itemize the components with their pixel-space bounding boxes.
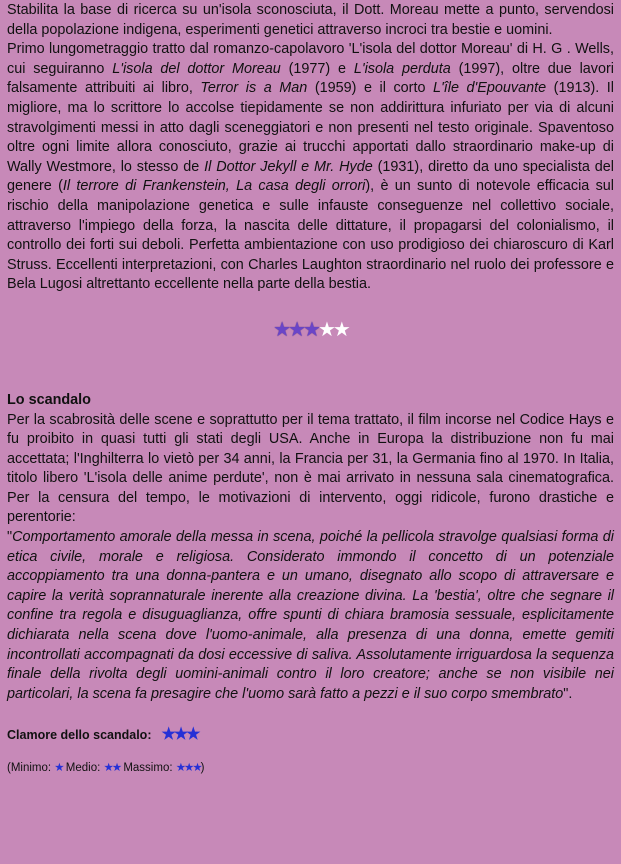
scandal-rating [7,726,614,744]
review-text-5: (1913). Il migliore, ma lo scrittore lo accolse tiepidamente se non addirittura infuriato per via di alcuni stravolgimenti messi in atto dagli sceneggiatori e non presenti nel testo originale. Spaventoso oltre ogni limite allora conosciuto, grazie ai trucchi apportati dallo straordinario make-up di Wally Westmore, lo stesso de [7,80,615,175]
scandal-body: Per la scabrosità delle scene e soprattutto per il tema trattato, il film incorse nel Codice Hays e fu proibito in quasi tutti gli stati degli USA. Anche in Europa la distribuzione non fu mai accettata; l'Inghilterra lo vietò per 34 anni, la Francia per 31, la Germania fino al 1970. In Italia, titolo libero 'L'isola delle anime perdute', non è mai arrivato in nessuna sala cinematografica. Per la censura del tempo, le motivazioni di intervento, oggi ridicole, furono drastiche e perentorie: [7,411,614,526]
scandal-text [7,411,614,705]
film-title: Terror is a Man [200,80,308,97]
star-icon: ★★ [103,762,121,775]
star-icon: ★ [273,318,289,341]
rating-legend: (Minimo: ★ Medio: ★★ Massimo: ★★★) [7,762,205,775]
film-title: Il Dottor Jekyll e Mr. Hyde [204,158,373,175]
film-title: Il terrore di Frankenstein, La casa degli orrori [62,178,366,195]
review-text-1: Primo lungometraggio tratto dal romanzo-capolavoro 'L'isola del dottor Moreau' di H. G . Wells, cui seguiranno [7,41,614,77]
film-title: L'isola perduta [353,60,451,77]
star-icon: ★ [332,318,348,341]
film-rating-stars [7,319,614,341]
section-heading: Lo scandalo [7,391,91,408]
plot-summary [7,0,614,295]
film-title: L'île d'Epouvante [433,80,547,97]
review-text-3: (1997), oltre due lavori falsamente attribuiti ai libro, [7,60,614,97]
plot-text: Stabilita la base di ricerca su un'isola sconosciuta, il Dott. Moreau mette a punto, servendosi della popolazione indigena, esperimenti genetici attraverso incroci tra bestie e uomini. [7,2,614,38]
review-text-6: (1931), diretto da uno specialista del genere ( [7,158,614,195]
star-icon: ★ [303,318,318,341]
star-icon: ★★★ [175,762,201,775]
star-icon: ★ [317,318,333,341]
film-title: L'isola del dottor Moreau [112,60,281,77]
quote-text: Comportamento amorale della messa in scena, poiché la pellicola stravolge qualsiasi forma di etica civile, morale e religiosa. Considerato immondo il concetto di un potenziale accoppiamento tra una donna-pantera e un umano, disegnato allo scopo di attraversare e capire la verità soprannaturale inerente alla creazione divina. La 'bestia', oltre che segnare il confine tra regola e disuguaglianza, offre spunti di chiara bramosia sessuale, esplicitamente dichiarata nella scena dove l'uomo-animale, alla presenza di una donna, emette gemiti incontrollati accompagnati da dosi eccessive di saliva. Assolutamente irriguardosa la sequenza finale della rivolta degli uomini-animali contro il loro creatore; anche se non visibile nei particolari, la scena fa presagire che l'uomo sarà fatto a pezzi e il suo corpo smembrato [7,529,614,702]
star-icon: ★★★ [161,726,199,744]
review-text-4: (1959) e il corto [307,80,434,97]
scandal-rating-label: Clamore dello scandalo: [7,728,152,743]
star-icon: ★ [288,318,304,341]
review-text-7: ), è un sunto di notevole efficacia sul rischio della manipolazione genetica e sulle infauste conseguenze nel collettivo sociale, attraverso l'impiego della forza, la nascita delle dittature, il propagarsi del colonialismo, il controllo dei forti sui deboli. Perfetta ambientazione con uso prodigioso dei chiaroscuro di Karl Struss. Eccellenti interpretazioni, con Charles Laughton straordinario nel ruolo dei professore e Bela Lugosi altrettanto eccellente nella parte della bestia. [7,178,614,293]
censorship-quote: "Comportamento amorale della messa in scena, poiché la pellicola stravolge qualsiasi forma di etica civile, morale e religiosa. Considerato immondo il concetto di un potenziale accoppiamento tra una donna-pantera e un umano, disegnato allo scopo di attraversare e capire la verità soprannaturale inerente alla creazione divina. La 'bestia', oltre che segnare il confine tra regola e disuguaglianza, offre spunti di chiara bramosia sessuale, esplicitamente dichiarata nella scena dove l'uomo-animale, alla presenza di una donna, emette gemiti incontrollati accompagnati da dosi eccessive di saliva. Assolutamente irriguardosa la sequenza finale della rivolta degli uomini-animali contro il loro creatore; anche se non visibile nei particolari, la scena fa presagire che l'uomo sarà fatto a pezzi e il suo corpo smembrato". [7,529,614,702]
star-icon: ★ [54,762,63,775]
review-text-2: (1977) e [280,60,354,77]
